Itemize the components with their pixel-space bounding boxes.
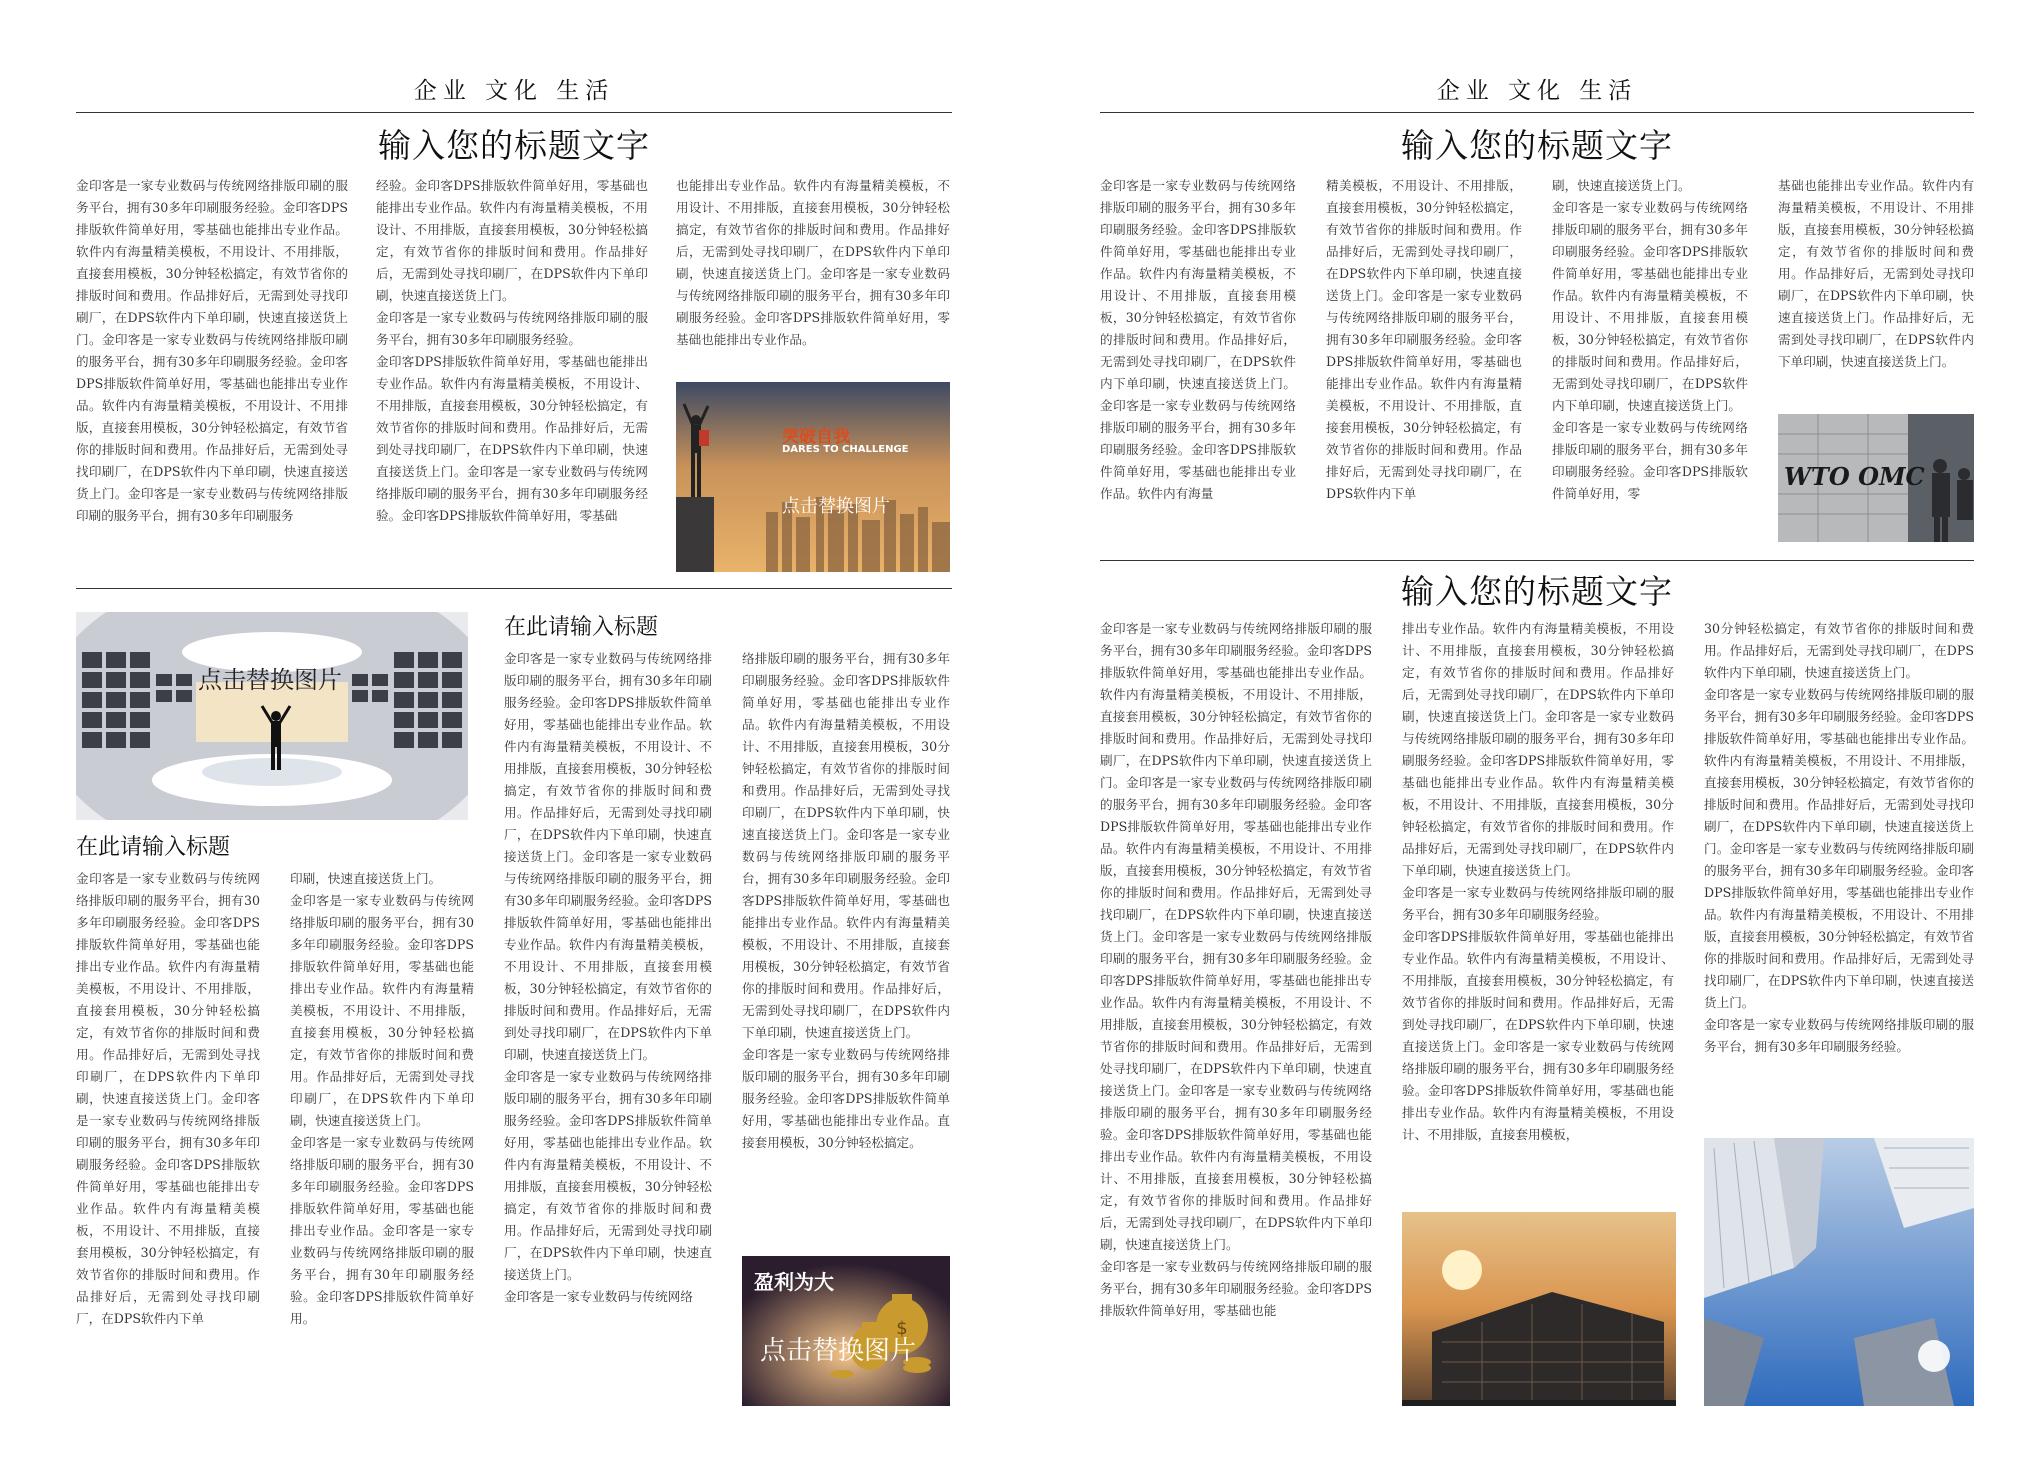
article-column: 30分钟轻松搞定，有效节省你的排版时间和费用。作品排好后，无需到处寻找印刷厂，在DPS软件内下单印刷，快速直接送货上门。 金印客是一家专业数码与传统网络排版印刷的服务平台，拥有30多年印刷服务经验。金印客DPS排版软件简单好用，零基础也能排出专业作品。软件内有海量精美模板，不用设计、不用排版，直接套用模板，30分钟轻松搞定，有效节省你的排版时间和费用。作品排好后，无需到处寻找印刷厂，在DPS软件内下单印刷，快速直接送货上门。金印客是一家专业数码与传统网络排版印刷的服务平台，拥有30多年印刷服务经验。金印客DPS排版软件简单好用，零基础也能排出专业作品。软件内有海量精美模板，不用设计、不用排版，直接套用模板，30分钟轻松搞定，有效节省你的排版时间和费用。作品排好后，无需到处寻找印刷厂，在DPS软件内下单印刷，快速直接送货上门。 金印客是一家专业数码与传统网络排版印刷的服务平台，拥有30多年印刷服务经验。 [1704,621,1974,1054]
section-title-right: 在此请输入标题 [504,615,659,640]
article-column: 金印客是一家专业数码与传统网络排版印刷的服务平台，拥有30多年印刷服务经验。金印客DPS排版软件简单好用，零基础也能排出专业作品。软件内有海量精美模板，不用设计、不用排版，直接套用模板，30分钟轻松搞定，有效节省你的排版时间和费用。作品排好后，无需到处寻找印刷厂，在DPS软件内下单印刷，快速直接送货上门。金印客是一家专业数码与传统网络排版印刷的服务平台，拥有30多年印刷服务经验。金印客DPS排版软件简单好用，零基础也能排出专业作品。软件内有海量精美模板，不用设计、不用排版，直接套用模板，30分钟轻松搞定，有效节省你的排版时间和费用。作品排好后，无需到处寻找印刷厂，在DPS软件内下单印刷，快速直接送货上门。 金印客是一家专业数码与传统网络排版印刷的服务平台，拥有30多年印刷服务经验。金印客DPS排版软件简单好用，零基础也能排出专业作品。软件内有海量精美模板，不用设计、不用排版，直接套用模板，30分钟轻松搞定，有效节省你的排版时间和费用。作品排好后，无需到处寻找印刷厂，在DPS软件内下单印刷，快速直接送货上门。 金印客是一家专业数码与传统网络 [504,651,712,1304]
article-column: 刷，快速直接送货上门。 金印客是一家专业数码与传统网络排版印刷的服务平台，拥有30多年印刷服务经验。金印客DPS排版软件简单好用，零基础也能排出专业作品。软件内有海量精美模板，不用设计、不用排版，直接套用模板，30分钟轻松搞定，有效节省你的排版时间和费用。作品排好后，无需到处寻找印刷厂，在DPS软件内下单印刷，快速直接送货上门。 金印客是一家专业数码与传统网络排版印刷的服务平台，拥有30多年印刷服务经验。金印客DPS排版软件简单好用，零 [1552,178,1748,501]
tunnel-photo-art [76,612,468,820]
skyscrapers-art [1704,1138,1974,1406]
skyscrapers-photo[interactable] [1704,1138,1974,1406]
article-column: 印刷，快速直接送货上门。 金印客是一家专业数码与传统网络排版印刷的服务平台，拥有30多年印刷服务经验。金印客DPS排版软件简单好用，零基础也能排出专业作品。软件内有海量精美模板，不用设计、不用排版，直接套用模板，30分钟轻松搞定，有效节省你的排版时间和费用。作品排好后，无需到处寻找印刷厂，在DPS软件内下单印刷，快速直接送货上门。 金印客是一家专业数码与传统网络排版印刷的服务平台，拥有30多年印刷服务经验。金印客DPS排版软件简单好用，零基础也能排出专业作品。金印客是一家专业数码与传统网络排版印刷的服务平台，拥有30年印刷服务经验。金印客DPS排版软件简单好用。 [290,871,474,1326]
article-column: 金印客是一家专业数码与传统网络排版印刷的服务平台，拥有30多年印刷服务经验。金印客DPS排版软件简单好用，零基础也能排出专业作品。软件内有海量精美模板，不用设计、不用排版，直接套用模板，30分钟轻松搞定，有效节省你的排版时间和费用。作品排好后，无需到处寻找印刷厂，在DPS软件内下单印刷，快速直接送货上门。金印客是一家专业数码与传统网络排版印刷的服务平台，拥有30多年印刷服务经验。金印客DPS排版软件简单好用，零基础也能排出专业作品。软件内有海量 [1100,178,1296,501]
wto-photo[interactable] [1778,414,1974,542]
article-column: 排出专业作品。软件内有海量精美模板，不用设计、不用排版，直接套用模板，30分钟轻松搞定，有效节省你的排版时间和费用。作品排好后，无需到处寻找印刷厂，在DPS软件内下单印刷，快速直接送货上门。金印客是一家专业数码与传统网络排版印刷的服务平台，拥有30多年印刷服务经验。金印客DPS排版软件简单好用，零基础也能排出专业作品。软件内有海量精美模板，不用设计、不用排版，直接套用模板，30分钟轻松搞定，有效节省你的排版时间和费用。作品排好后，无需到处寻找印刷厂，在DPS软件内下单印刷，快速直接送货上门。 金印客是一家专业数码与传统网络排版印刷的服务平台，拥有30多年印刷服务经验。 金印客DPS排版软件简单好用，零基础也能排出专业作品。软件内有海量精美模板，不用设计、不用排版，直接套用模板，30分钟轻松搞定，有效节省你的排版时间和费用。作品排好后，无需到处寻找印刷厂，在DPS软件内下单印刷，快速直接送货上门。金印客是一家专业数码与传统网络排版印刷的服务平台，拥有30多年印刷服务经验。金印客DPS排版软件简单好用，零基础也能排出专业作品。软件内有海量精美模板，不用设计、不用排版，直接套用模板， [1402,621,1674,1142]
replace-image-label: 点击替换图片 [760,1336,917,1366]
money-photo-title: 盈利为大 [754,1270,834,1294]
challenge-photo-title: 突破自我 [782,427,850,447]
header-rule-right [1100,112,1974,113]
replace-image-label: 点击替换图片 [198,666,342,694]
story-title-right-top: 输入您的标题文字 [1401,126,1673,165]
article-column: 金印客是一家专业数码与传统网络排版印刷的服务平台，拥有30多年印刷服务经验。金印客DPS排版软件简单好用，零基础也能排出专业作品。软件内有海量精美模板，不用设计、不用排版，直接套用模板，30分钟轻松搞定，有效节省你的排版时间和费用。作品排好后，无需到处寻找印刷厂，在DPS软件内下单印刷，快速直接送货上门。金印客是一家专业数码与传统网络排版印刷的服务平台，拥有30多年印刷服务经验。金印客DPS排版软件简单好用，零基础也能排出专业作品。软件内有海量精美模板，不用设计、不用排版，直接套用模板，30分钟轻松搞定，有效节省你的排版时间和费用。作品排好后，无需到处寻找印刷厂，在DPS软件内下单 [76,871,260,1326]
story-title-left-top: 输入您的标题文字 [378,126,650,165]
article-column: 经验。金印客DPS排版软件简单好用，零基础也能排出专业作品。软件内有海量精美模板，不用设计、不用排版，直接套用模板，30分钟轻松搞定，有效节省你的排版时间和费用。作品排好后，无需到处寻找印刷厂，在DPS软件内下单印刷，快速直接送货上门。 金印客是一家专业数码与传统网络排版印刷的服务平台，拥有30多年印刷服务经验。 金印客DPS排版软件简单好用，零基础也能排出专业作品。软件内有海量精美模板，不用设计、不用排版，直接套用模板，30分钟轻松搞定，有效节省你的排版时间和费用。作品排好后，无需到处寻找印刷厂，在DPS软件内下单印刷，快速直接送货上门。金印客是一家专业数码与传统网络排版印刷的服务平台，拥有30多年印刷服务经验。金印客DPS排版软件简单好用，零基础 [376,178,648,523]
article-column: 络排版印刷的服务平台，拥有30多年印刷服务经验。金印客DPS排版软件简单好用，零基础也能排出专业作品。软件内有海量精美模板，不用设计、不用排版，直接套用模板，30分钟轻松搞定，有效节省你的排版时间和费用。作品排好后，无需到处寻找印刷厂，在DPS软件内下单印刷，快速直接送货上门。金印客是一家专业数码与传统网络排版印刷的服务平台，拥有30多年印刷服务经验。金印客DPS排版软件简单好用，零基础也能排出专业作品。软件内有海量精美模板，不用设计、不用排版，直接套用模板，30分钟轻松搞定，有效节省你的排版时间和费用。作品排好后，无需到处寻找印刷厂，在DPS软件内下单印刷，快速直接送货上门。 金印客是一家专业数码与传统网络排版印刷的服务平台，拥有30多年印刷服务经验。金印客DPS排版软件简单好用，零基础也能排出专业作品。直接套用模板，30分钟轻松搞定。 [742,651,950,1150]
tunnel-photo[interactable] [76,612,468,820]
money-photo[interactable] [742,1256,950,1406]
replace-image-label: 点击替换图片 [782,496,890,517]
building-sunset-art [1402,1212,1676,1406]
svg-text:$: $ [896,1318,908,1339]
wto-sign: WTO OMC [1784,462,1925,491]
article-column: 金印客是一家专业数码与传统网络排版印刷的服务平台，拥有30多年印刷服务经验。金印客DPS排版软件简单好用，零基础也能排出专业作品。软件内有海量精美模板，不用设计、不用排版，直接套用模板，30分钟轻松搞定，有效节省你的排版时间和费用。作品排好后，无需到处寻找印刷厂，在DPS软件内下单印刷，快速直接送货上门。金印客是一家专业数码与传统网络排版印刷的服务平台，拥有30多年印刷服务经验。金印客DPS排版软件简单好用，零基础也能排出专业作品。软件内有海量精美模板，不用设计、不用排版，直接套用模板，30分钟轻松搞定，有效节省你的排版时间和费用。作品排好后，无需到处寻找印刷厂，在DPS软件内下单印刷，快速直接送货上门。金印客是一家专业数码与传统网络排版印刷的服务平台，拥有30多年印刷服务经验。金印客DPS排版软件简单好用，零基础也能排出专业作品。软件内有海量精美模板，不用设计、不用排版，直接套用模板，30分钟轻松搞定，有效节省你的排版时间和费用。作品排好后，无需到处寻找印刷厂，在DPS软件内下单印刷，快速直接送货上门。金印客是一家专业数码与传统网络排版印刷的服务平台，拥有30多年印刷服务经验。金印客DPS排版软件简单好用，零基础也能排出专业作品。软件内有海量精美模板，不用设计、不用排版，直接套用模板，30分钟轻松搞定，有效节省你的排版时间和费用。作品排好后，无需到处寻找印刷厂，在DPS软件内下单印刷，快速直接送货上门。 金印客是一家专业数码与传统网络排版印刷的服务平台，拥有30多年印刷服务经验。金印客DPS排版软件简单好用，零基础也能 [1100,621,1372,1318]
challenge-photo[interactable] [676,382,950,572]
challenge-photo-subtitle: DARES TO CHALLENGE [782,444,909,455]
header-rule-left [76,112,952,113]
story-title-right-bottom: 输入您的标题文字 [1401,572,1673,611]
section-title-left: 在此请输入标题 [76,835,231,860]
building-sunset-photo[interactable] [1402,1212,1676,1406]
article-column: 基础也能排出专业作品。软件内有海量精美模板，不用设计、不用排版，直接套用模板，30分钟轻松搞定，有效节省你的排版时间和费用。作品排好后，无需到处寻找印刷厂，在DPS软件内下单印刷，快速直接送货上门。作品排好后，无需到处寻找印刷厂，在DPS软件内下单印刷，快速直接送货上门。 [1778,178,1974,369]
article-column: 金印客是一家专业数码与传统网络排版印刷的服务平台，拥有30多年印刷服务经验。金印客DPS排版软件简单好用，零基础也能排出专业作品。软件内有海量精美模板，不用设计、不用排版，直接套用模板，30分钟轻松搞定，有效节省你的排版时间和费用。作品排好后，无需到处寻找印刷厂，在DPS软件内下单印刷，快速直接送货上门。金印客是一家专业数码与传统网络排版印刷的服务平台，拥有30多年印刷服务经验。金印客DPS排版软件简单好用，零基础也能排出专业作品。软件内有海量精美模板，不用设计、不用排版，直接套用模板，30分钟轻松搞定，有效节省你的排版时间和费用。作品排好后，无需到处寻找印刷厂，在DPS软件内下单印刷，快速直接送货上门。金印客是一家专业数码与传统网络排版印刷的服务平台，拥有30多年印刷服务 [76,178,348,523]
running-head-right: 企业 文化 生活 [1436,78,1638,104]
running-head-left: 企业 文化 生活 [413,78,615,104]
article-column: 也能排出专业作品。软件内有海量精美模板，不用设计、不用排版，直接套用模板，30分钟轻松搞定，有效节省你的排版时间和费用。作品排好后，无需到处寻找印刷厂，在DPS软件内下单印刷，快速直接送货上门。金印客是一家专业数码与传统网络排版印刷的服务平台，拥有30多年印刷服务经验。金印客DPS排版软件简单好用，零基础也能排出专业作品。 [676,178,950,347]
challenge-photo-art [676,382,950,572]
section-rule-left [76,588,952,589]
section-rule-right [1100,560,1974,561]
article-column: 精美模板，不用设计、不用排版，直接套用模板，30分钟轻松搞定，有效节省你的排版时间和费用。作品排好后，无需到处寻找印刷厂，在DPS软件内下单印刷，快速直接送货上门。金印客是一家专业数码与传统网络排版印刷的服务平台，拥有30多年印刷服务经验。金印客DPS排版软件简单好用，零基础也能排出专业作品。软件内有海量精美模板，不用设计、不用排版，直接套用模板，30分钟轻松搞定，有效节省你的排版时间和费用。作品排好后，无需到处寻找印刷厂，在DPS软件内下单 [1326,178,1522,501]
